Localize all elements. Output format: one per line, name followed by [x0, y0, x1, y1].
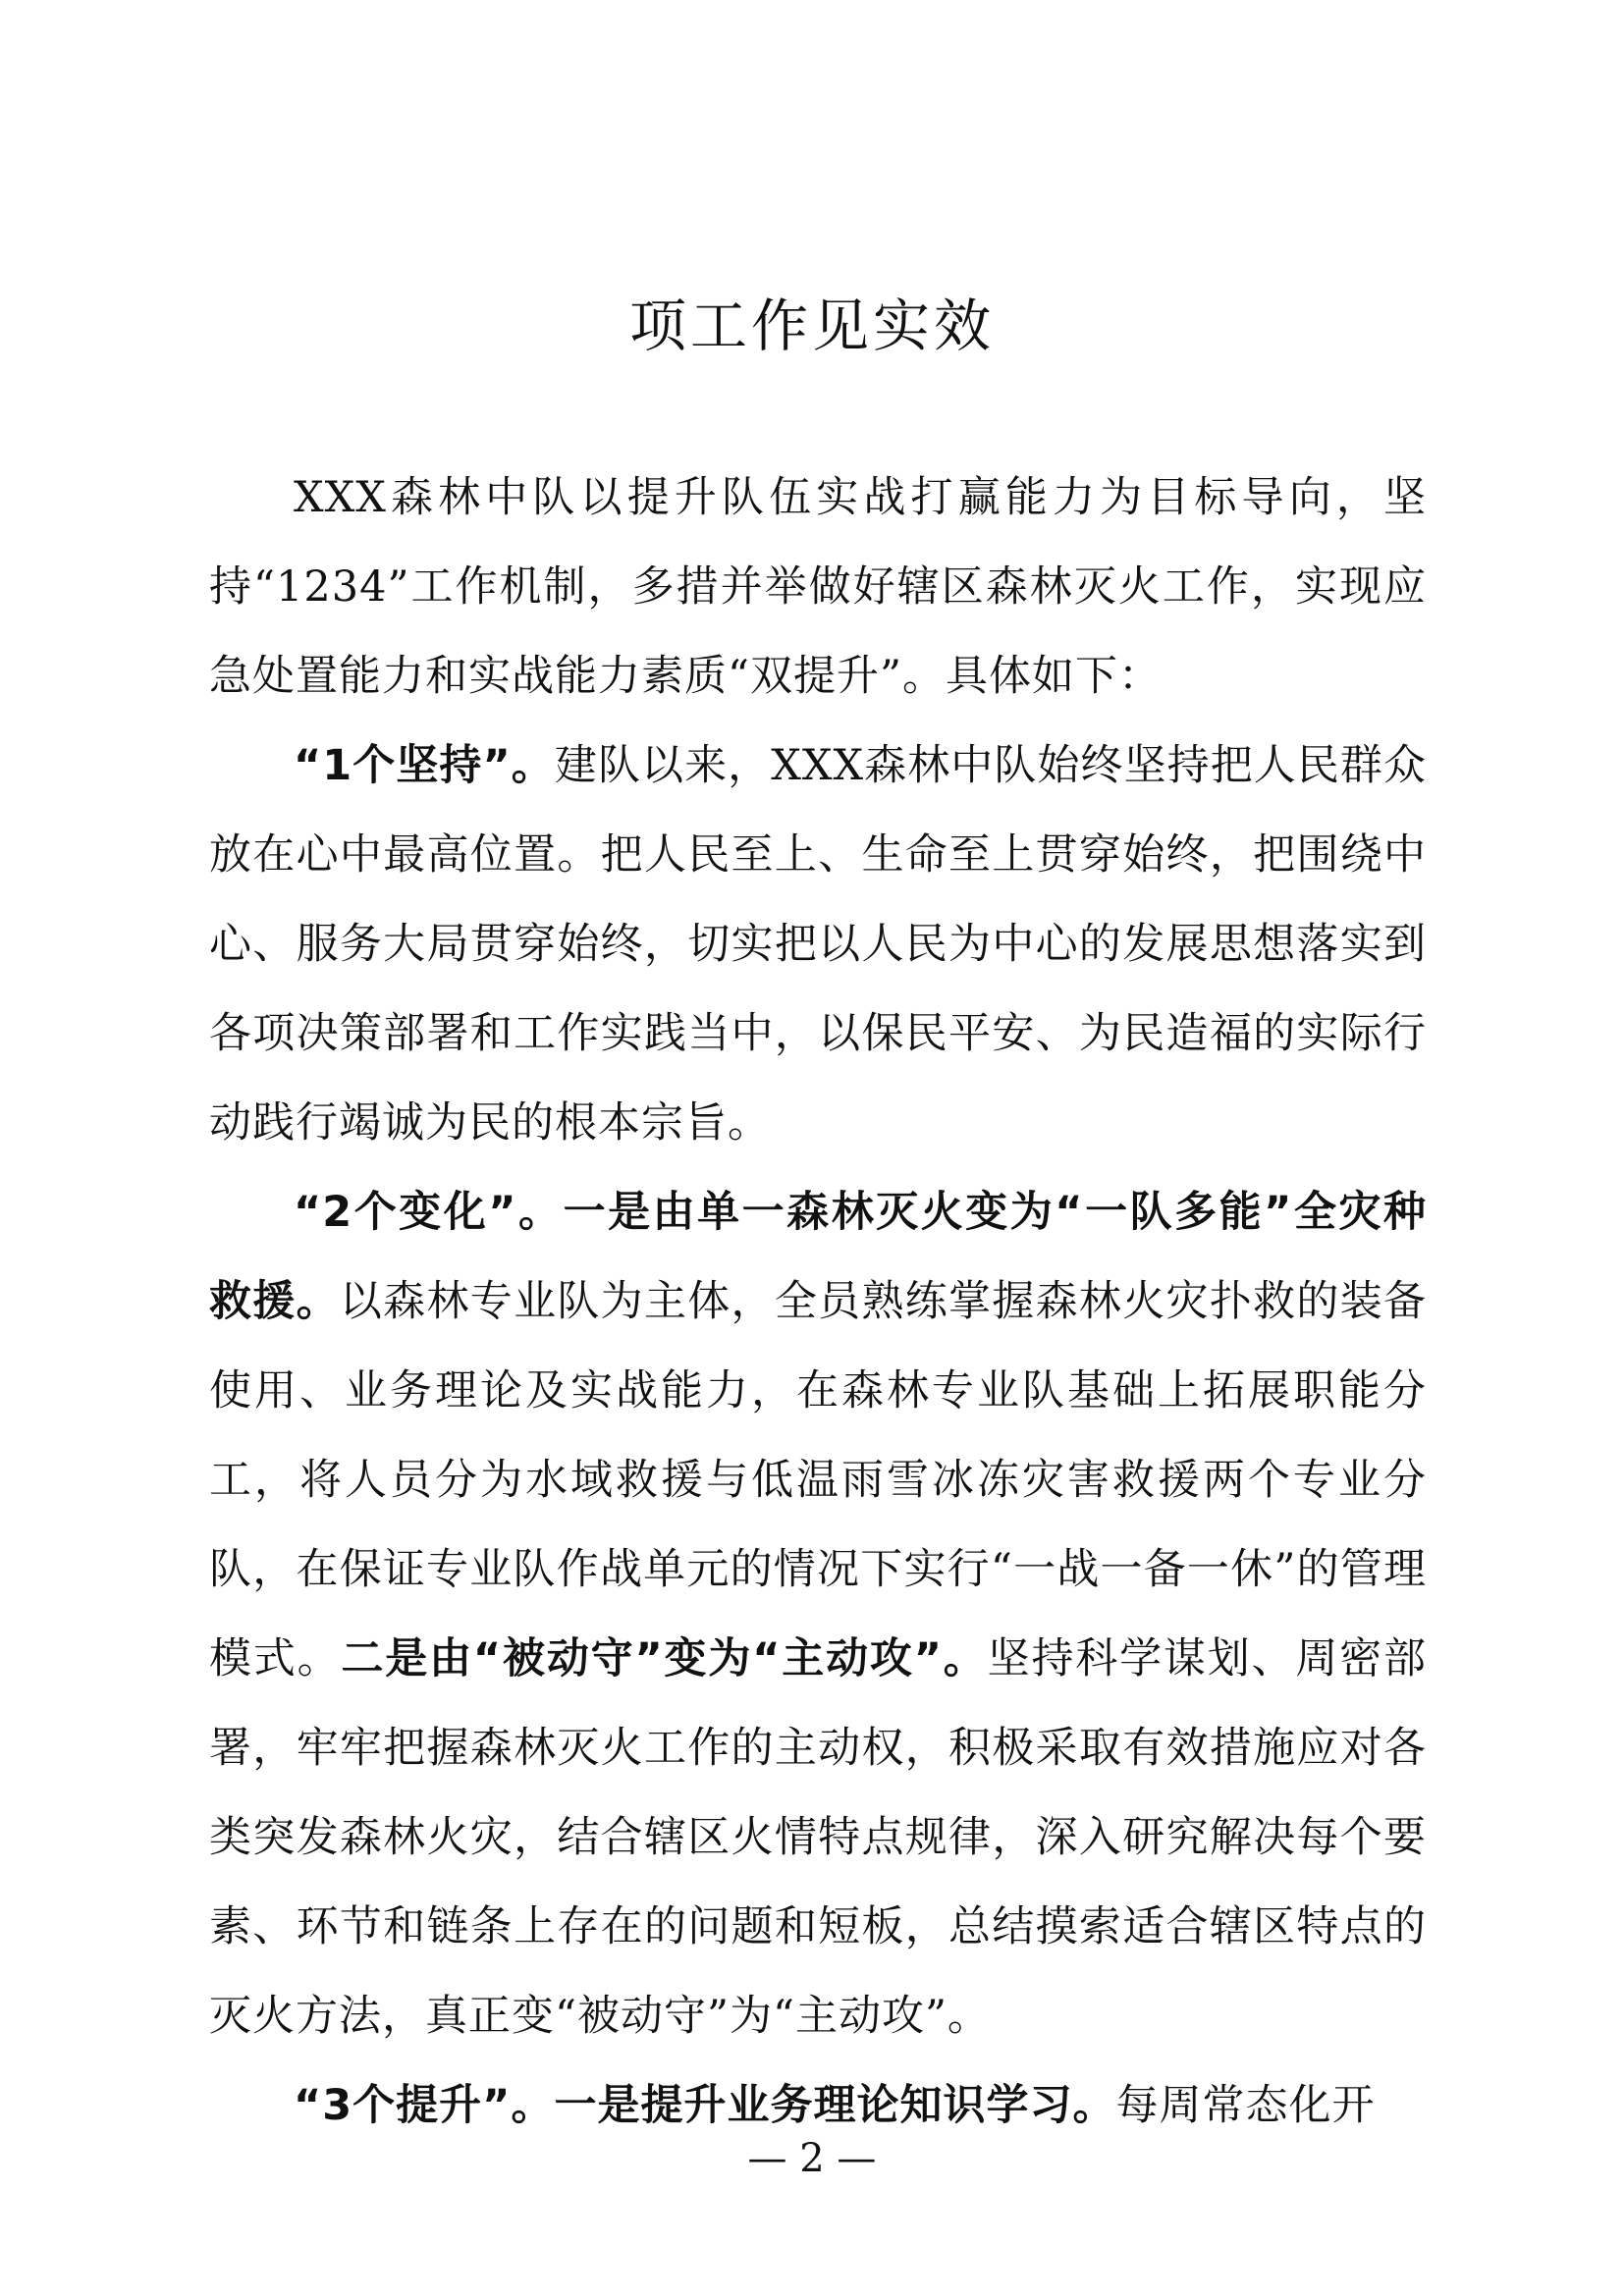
paragraph-heading: “3个提升”。一是提升业务理论知识学习。 [294, 2081, 1116, 2130]
paragraph-text: 每周常态化开 [1115, 2081, 1376, 2130]
paragraph [209, 721, 1427, 1168]
paragraph [209, 1168, 1427, 2061]
paragraph-heading: “1个坚持”。 [294, 741, 555, 790]
paragraph-text: XXX森林中队以提升队伍实战打赢能力为目标导向，坚持“1234”工作机制，多措并举做好辖区森林灭火工作，实现应急处置能力和实战能力素质“双提升”。具体如下： [209, 473, 1427, 701]
paragraph-text: 建队以来，XXX森林中队始终坚持把人民群众放在心中最高位置。把人民至上、生命至上贯穿始终，把围绕中心、服务大局贯穿始终，切实把以人民为中心的发展思想落实到各项决策部署和工作实践当中，以保民平安、为民造福的实际行动践行竭诚为民的根本宗旨。 [209, 741, 1427, 1148]
paragraph-text: 以森林专业队为主体，全员熟练掌握森林火灾扑救的装备使用、业务理论及实战能力，在森林专业队基础上拓展职能分工，将人员分为水域救援与低温雨雪冰冻灾害救援两个专业分队，在保证专业队作战单元的情况下实行“一战一备一休”的管理模式。 [209, 1277, 1428, 1683]
paragraph [209, 454, 1427, 721]
paragraph-text: 坚持科学谋划、周密部署，牢牢把握森林灭火工作的主动权，积极采取有效措施应对各类突发森林火灾，结合辖区火情特点规律，深入研究解决每个要素、环节和链条上存在的问题和短板，总结摸索适合辖区特点的灭火方法，真正变“被动守”为“主动攻”。 [209, 1634, 1428, 2041]
document-body [209, 454, 1427, 2151]
document-title: 项工作见实效 [628, 293, 995, 359]
paragraph-subheading: 二是由“被动守”变为“主动攻”。 [341, 1634, 988, 1683]
page-number: — 2 — [747, 2136, 877, 2181]
paragraph-heading: “2个变化”。一是由单一森林灭火变为“一队多能”全灾种救援。 [209, 1188, 1427, 1326]
